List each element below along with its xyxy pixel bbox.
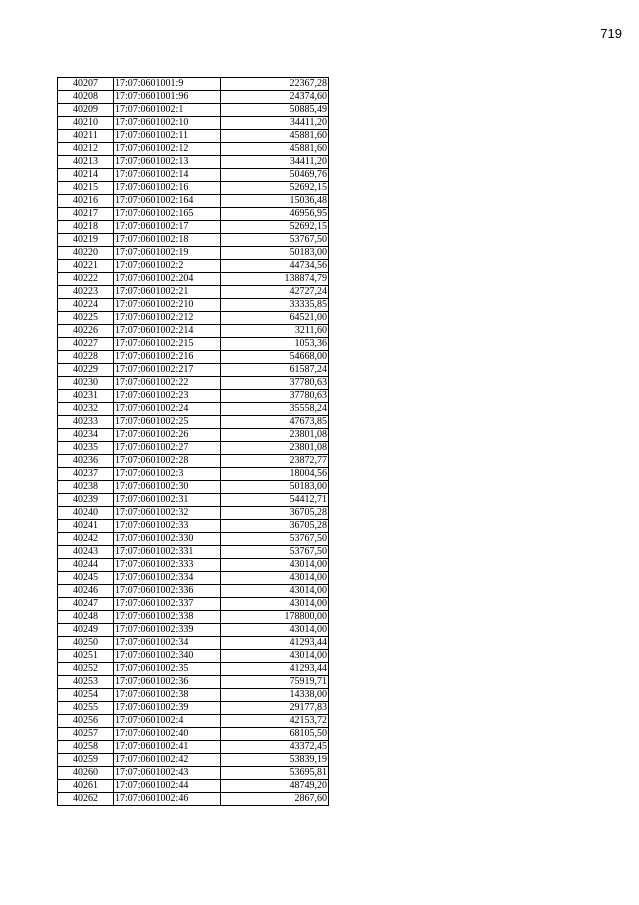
table-row — [58, 403, 329, 416]
cadastral-number-cell: 17:07:0601002:330 — [114, 533, 221, 546]
value-cell: 64521,00 — [221, 312, 329, 325]
row-number-cell: 40220 — [58, 247, 114, 260]
value-cell: 52692,15 — [221, 182, 329, 195]
value-cell: 53767,50 — [221, 533, 329, 546]
table-row — [58, 741, 329, 754]
value-cell: 46956,95 — [221, 208, 329, 221]
row-number-cell: 40210 — [58, 117, 114, 130]
row-number-cell: 40235 — [58, 442, 114, 455]
cadastral-number-cell: 17:07:0601002:164 — [114, 195, 221, 208]
value-cell: 48749,20 — [221, 780, 329, 793]
cadastral-number-cell: 17:07:0601002:17 — [114, 221, 221, 234]
cadastral-number-cell: 17:07:0601002:214 — [114, 325, 221, 338]
row-number-cell: 40212 — [58, 143, 114, 156]
value-cell: 23801,08 — [221, 442, 329, 455]
value-cell: 2867,60 — [221, 793, 329, 806]
row-number-cell: 40248 — [58, 611, 114, 624]
row-number-cell: 40255 — [58, 702, 114, 715]
value-cell: 43014,00 — [221, 572, 329, 585]
table-row — [58, 208, 329, 221]
row-number-cell: 40243 — [58, 546, 114, 559]
value-cell: 1053,36 — [221, 338, 329, 351]
table-row — [58, 338, 329, 351]
row-number-cell: 40233 — [58, 416, 114, 429]
table-row — [58, 78, 329, 91]
cadastral-number-cell: 17:07:0601002:13 — [114, 156, 221, 169]
value-cell: 34411,20 — [221, 156, 329, 169]
table-row — [58, 442, 329, 455]
table-row — [58, 533, 329, 546]
table-row — [58, 143, 329, 156]
row-number-cell: 40246 — [58, 585, 114, 598]
value-cell: 33335,85 — [221, 299, 329, 312]
table-row — [58, 676, 329, 689]
cadastral-number-cell: 17:07:0601002:42 — [114, 754, 221, 767]
table-row — [58, 130, 329, 143]
value-cell: 41293,44 — [221, 663, 329, 676]
row-number-cell: 40252 — [58, 663, 114, 676]
table-row — [58, 221, 329, 234]
table-row — [58, 273, 329, 286]
value-cell: 43014,00 — [221, 650, 329, 663]
table-row — [58, 364, 329, 377]
cadastral-number-cell: 17:07:0601002:26 — [114, 429, 221, 442]
table-row — [58, 611, 329, 624]
row-number-cell: 40237 — [58, 468, 114, 481]
cadastral-number-cell: 17:07:0601002:165 — [114, 208, 221, 221]
cadastral-number-cell: 17:07:0601002:39 — [114, 702, 221, 715]
table-row — [58, 780, 329, 793]
cadastral-number-cell: 17:07:0601002:30 — [114, 481, 221, 494]
cadastral-number-cell: 17:07:0601002:19 — [114, 247, 221, 260]
value-cell: 43014,00 — [221, 598, 329, 611]
cadastral-number-cell: 17:07:0601002:18 — [114, 234, 221, 247]
table-row — [58, 91, 329, 104]
row-number-cell: 40247 — [58, 598, 114, 611]
row-number-cell: 40234 — [58, 429, 114, 442]
cadastral-number-cell: 17:07:0601002:44 — [114, 780, 221, 793]
row-number-cell: 40257 — [58, 728, 114, 741]
table-row — [58, 195, 329, 208]
row-number-cell: 40211 — [58, 130, 114, 143]
cadastral-number-cell: 17:07:0601002:35 — [114, 663, 221, 676]
value-cell: 23872,77 — [221, 455, 329, 468]
row-number-cell: 40230 — [58, 377, 114, 390]
table-row — [58, 169, 329, 182]
value-cell: 36705,28 — [221, 520, 329, 533]
cadastral-number-cell: 17:07:0601002:337 — [114, 598, 221, 611]
value-cell: 34411,20 — [221, 117, 329, 130]
cadastral-number-cell: 17:07:0601002:339 — [114, 624, 221, 637]
cadastral-number-cell: 17:07:0601002:46 — [114, 793, 221, 806]
value-cell: 42153,72 — [221, 715, 329, 728]
cadastral-number-cell: 17:07:0601002:2 — [114, 260, 221, 273]
cadastral-number-cell: 17:07:0601002:210 — [114, 299, 221, 312]
cadastral-number-cell: 17:07:0601002:28 — [114, 455, 221, 468]
value-cell: 50183,00 — [221, 247, 329, 260]
value-cell: 45881,60 — [221, 143, 329, 156]
row-number-cell: 40244 — [58, 559, 114, 572]
row-number-cell: 40226 — [58, 325, 114, 338]
row-number-cell: 40262 — [58, 793, 114, 806]
table-body — [58, 78, 329, 806]
row-number-cell: 40224 — [58, 299, 114, 312]
value-cell: 37780,63 — [221, 390, 329, 403]
cadastral-number-cell: 17:07:0601002:11 — [114, 130, 221, 143]
cadastral-number-cell: 17:07:0601002:217 — [114, 364, 221, 377]
value-cell: 24374,60 — [221, 91, 329, 104]
table-row — [58, 156, 329, 169]
table-row — [58, 325, 329, 338]
cadastral-number-cell: 17:07:0601002:23 — [114, 390, 221, 403]
cadastral-number-cell: 17:07:0601002:43 — [114, 767, 221, 780]
value-cell: 29177,83 — [221, 702, 329, 715]
table-row — [58, 416, 329, 429]
cadastral-number-cell: 17:07:0601002:32 — [114, 507, 221, 520]
row-number-cell: 40215 — [58, 182, 114, 195]
value-cell: 43014,00 — [221, 559, 329, 572]
row-number-cell: 40249 — [58, 624, 114, 637]
cadastral-number-cell: 17:07:0601002:25 — [114, 416, 221, 429]
table-row — [58, 182, 329, 195]
table-row — [58, 117, 329, 130]
row-number-cell: 40245 — [58, 572, 114, 585]
value-cell: 53767,50 — [221, 546, 329, 559]
value-cell: 43014,00 — [221, 585, 329, 598]
cadastral-number-cell: 17:07:0601002:41 — [114, 741, 221, 754]
value-cell: 68105,50 — [221, 728, 329, 741]
row-number-cell: 40251 — [58, 650, 114, 663]
row-number-cell: 40241 — [58, 520, 114, 533]
row-number-cell: 40209 — [58, 104, 114, 117]
table-row — [58, 494, 329, 507]
value-cell: 42727,24 — [221, 286, 329, 299]
cadastral-number-cell: 17:07:0601002:34 — [114, 637, 221, 650]
cadastral-number-cell: 17:07:0601002:36 — [114, 676, 221, 689]
value-cell: 75919,71 — [221, 676, 329, 689]
cadastral-number-cell: 17:07:0601002:10 — [114, 117, 221, 130]
cadastral-number-cell: 17:07:0601001:9 — [114, 78, 221, 91]
cadastral-number-cell: 17:07:0601002:31 — [114, 494, 221, 507]
table-row — [58, 702, 329, 715]
cadastral-number-cell: 17:07:0601002:14 — [114, 169, 221, 182]
value-cell: 14338,00 — [221, 689, 329, 702]
value-cell: 47673,85 — [221, 416, 329, 429]
table-row — [58, 546, 329, 559]
table-row — [58, 247, 329, 260]
row-number-cell: 40216 — [58, 195, 114, 208]
row-number-cell: 40227 — [58, 338, 114, 351]
value-cell: 50469,76 — [221, 169, 329, 182]
table-row — [58, 377, 329, 390]
cadastral-number-cell: 17:07:0601002:331 — [114, 546, 221, 559]
value-cell: 18004,56 — [221, 468, 329, 481]
cadastral-number-cell: 17:07:0601002:27 — [114, 442, 221, 455]
cadastral-number-cell: 17:07:0601002:38 — [114, 689, 221, 702]
row-number-cell: 40232 — [58, 403, 114, 416]
row-number-cell: 40208 — [58, 91, 114, 104]
table-row — [58, 455, 329, 468]
value-cell: 52692,15 — [221, 221, 329, 234]
table-row — [58, 793, 329, 806]
row-number-cell: 40261 — [58, 780, 114, 793]
cadastral-number-cell: 17:07:0601002:3 — [114, 468, 221, 481]
table-row — [58, 585, 329, 598]
row-number-cell: 40250 — [58, 637, 114, 650]
row-number-cell: 40239 — [58, 494, 114, 507]
table-row — [58, 390, 329, 403]
row-number-cell: 40254 — [58, 689, 114, 702]
table-row — [58, 650, 329, 663]
row-number-cell: 40260 — [58, 767, 114, 780]
value-cell: 43372,45 — [221, 741, 329, 754]
table-row — [58, 624, 329, 637]
cadastral-number-cell: 17:07:0601002:338 — [114, 611, 221, 624]
table-row — [58, 299, 329, 312]
cadastral-number-cell: 17:07:0601002:333 — [114, 559, 221, 572]
row-number-cell: 40231 — [58, 390, 114, 403]
table-row — [58, 234, 329, 247]
value-cell: 43014,00 — [221, 624, 329, 637]
table-row — [58, 312, 329, 325]
row-number-cell: 40214 — [58, 169, 114, 182]
value-cell: 37780,63 — [221, 377, 329, 390]
cadastral-number-cell: 17:07:0601002:4 — [114, 715, 221, 728]
cadastral-number-cell: 17:07:0601002:21 — [114, 286, 221, 299]
cadastral-number-cell: 17:07:0601002:24 — [114, 403, 221, 416]
row-number-cell: 40259 — [58, 754, 114, 767]
value-cell: 178800,00 — [221, 611, 329, 624]
row-number-cell: 40221 — [58, 260, 114, 273]
row-number-cell: 40223 — [58, 286, 114, 299]
cadastral-value-table — [57, 77, 329, 806]
row-number-cell: 40258 — [58, 741, 114, 754]
table-row — [58, 559, 329, 572]
row-number-cell: 40253 — [58, 676, 114, 689]
value-cell: 41293,44 — [221, 637, 329, 650]
table-row — [58, 520, 329, 533]
table-row — [58, 468, 329, 481]
row-number-cell: 40236 — [58, 455, 114, 468]
cadastral-number-cell: 17:07:0601002:336 — [114, 585, 221, 598]
value-cell: 45881,60 — [221, 130, 329, 143]
cadastral-number-cell: 17:07:0601002:40 — [114, 728, 221, 741]
value-cell: 54412,71 — [221, 494, 329, 507]
table-row — [58, 104, 329, 117]
value-cell: 36705,28 — [221, 507, 329, 520]
row-number-cell: 40222 — [58, 273, 114, 286]
value-cell: 61587,24 — [221, 364, 329, 377]
cadastral-number-cell: 17:07:0601002:12 — [114, 143, 221, 156]
value-cell: 44734,56 — [221, 260, 329, 273]
table-row — [58, 663, 329, 676]
value-cell: 23801,08 — [221, 429, 329, 442]
cadastral-number-cell: 17:07:0601002:16 — [114, 182, 221, 195]
value-cell: 54668,00 — [221, 351, 329, 364]
table-row — [58, 754, 329, 767]
row-number-cell: 40218 — [58, 221, 114, 234]
value-cell: 50885,49 — [221, 104, 329, 117]
value-cell: 53839,19 — [221, 754, 329, 767]
row-number-cell: 40229 — [58, 364, 114, 377]
page-number: 719 — [600, 26, 622, 41]
cadastral-number-cell: 17:07:0601001:96 — [114, 91, 221, 104]
row-number-cell: 40207 — [58, 78, 114, 91]
cadastral-number-cell: 17:07:0601002:22 — [114, 377, 221, 390]
cadastral-number-cell: 17:07:0601002:215 — [114, 338, 221, 351]
table-row — [58, 689, 329, 702]
table-row — [58, 429, 329, 442]
row-number-cell: 40217 — [58, 208, 114, 221]
table-row — [58, 286, 329, 299]
cadastral-number-cell: 17:07:0601002:204 — [114, 273, 221, 286]
table-row — [58, 767, 329, 780]
cadastral-number-cell: 17:07:0601002:340 — [114, 650, 221, 663]
table-row — [58, 481, 329, 494]
value-cell: 138874,79 — [221, 273, 329, 286]
table-row — [58, 598, 329, 611]
cadastral-number-cell: 17:07:0601002:212 — [114, 312, 221, 325]
table-row — [58, 572, 329, 585]
row-number-cell: 40228 — [58, 351, 114, 364]
value-cell: 15036,48 — [221, 195, 329, 208]
row-number-cell: 40242 — [58, 533, 114, 546]
row-number-cell: 40240 — [58, 507, 114, 520]
row-number-cell: 40238 — [58, 481, 114, 494]
table-row — [58, 637, 329, 650]
row-number-cell: 40225 — [58, 312, 114, 325]
table-row — [58, 260, 329, 273]
cadastral-number-cell: 17:07:0601002:334 — [114, 572, 221, 585]
cadastral-number-cell: 17:07:0601002:216 — [114, 351, 221, 364]
table-row — [58, 728, 329, 741]
row-number-cell: 40213 — [58, 156, 114, 169]
table-row — [58, 507, 329, 520]
value-cell: 53695,81 — [221, 767, 329, 780]
value-cell: 22367,28 — [221, 78, 329, 91]
row-number-cell: 40256 — [58, 715, 114, 728]
table-row — [58, 715, 329, 728]
value-cell: 35558,24 — [221, 403, 329, 416]
cadastral-number-cell: 17:07:0601002:1 — [114, 104, 221, 117]
table-row — [58, 351, 329, 364]
cadastral-number-cell: 17:07:0601002:33 — [114, 520, 221, 533]
row-number-cell: 40219 — [58, 234, 114, 247]
value-cell: 3211,60 — [221, 325, 329, 338]
value-cell: 50183,00 — [221, 481, 329, 494]
value-cell: 53767,50 — [221, 234, 329, 247]
